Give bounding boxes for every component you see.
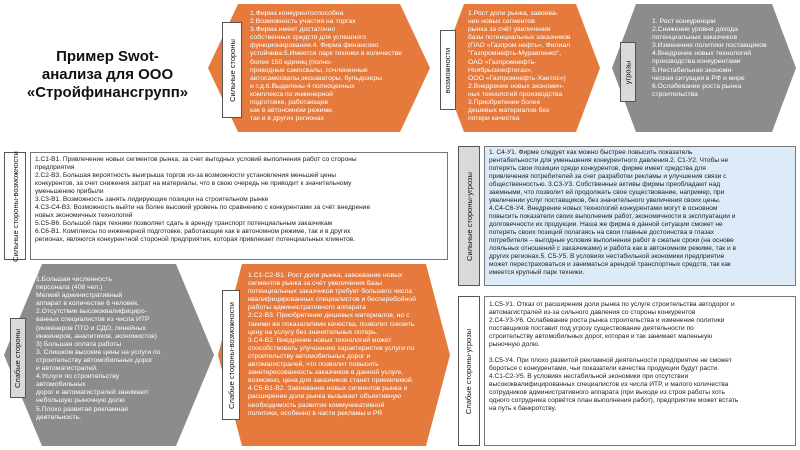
weaknesses-hexagon — [4, 264, 214, 446]
weaknesses-label: Слабые стороны — [10, 318, 26, 398]
threats-label: угрозы — [620, 42, 636, 102]
wo-label: Слабые стороны-возможности — [222, 290, 240, 420]
wo-hexagon — [218, 264, 450, 446]
so-label: Сильные стороны-возможности — [4, 152, 26, 260]
st-box: 1. С4-У1. Фирме следует как можно быстрее повысить показатель рентабельности для уменьшения конкурентного давления.2. С1-У2. Чтобы не потерять свои позиции среди конкурентов, фирме имеет средства для привлечения потребителей за счет разработки рекламы и улучшения связи с общественностью. 3.С3-У3. Собственные активы фирмы преобладают над заемными, что позволит ей продолжать свое существование, например, при увеличении услуг поставщиков, без значительного увеличения своих цены. 4.С4-С6-У4. Внедрение новых технологий конкурентами могут в основном повысить показатели своих выполнения работ, экономичности в эксплуатации и долговечности их продукции. Наша же фирма в данной ситуации сможет не потерять своих позиций полагаясь на свои главные достоинства в глазах потребителя – выгодные условия выполнения работ в сжатые сроки (на основе лояльных отношений с заказчиками) и работа как в автономном режиме, так и в других регионах.5. С5-У5. В условиях нестабильной экономики предприятие может перестраховаться и заниматься арендой транспортных средств, так как имеется крупный парк техники. — [484, 146, 796, 286]
opportunities-label: возможности — [440, 30, 456, 110]
threats-hexagon — [612, 4, 796, 132]
wt-box: 1.С5-У1. Отказ от расширения доли рынка по услуге строительства автодорог и автомагистралей из-за сильного давления со стороны конкурентов 2.С4-У3-У6. Ослабевание роста рынка строительства и изменение политики поставщиков поставит под угрозу существование деятельности по строительству автомобильных дорог, которая и так занимает маленькую рыночную долю. 3.С5-У4. При плохо развитой рекламной деятельности предприятие не сможет бороться с конкурентами, чьи показатели качества продукции будут расти. 4.С1-С2-У5. В условиях нестабильной экономики при отсутствии высококвалифицированных специалистов из числа ИТР, и малого количества сотрудников административного аппарата (при выходе из строя работы хоть одного сотрудника сорвётся план выполнения работ), предприятие может встать на путь к банкротству. — [484, 296, 796, 446]
wo-list: 1.С1-С2-В1. Рост доли рынка, завоевание новых сегментов рынка за счёт увеличения базы потенциальных заказчиков требует большего числа квалифицированных специалистов и бесперебойной работы административного аппарата 2.С2-В3. Приобретение дешевых материалов, но с такими же показателями качества, позволит снизить цену на услугу без значительных потерь. 3.С4-В2. Внедрение новых технологий может способствовать улучшению характеристик услуги по строительству автомобильных дорог и автомагистралей, что позволит повысить заинтересованность заказчиков в данной услуге, возможно, цена для заказчиков станет приемлемой. 4.С5-В1-В2. Завоевание новых сегментов рынка и расширение доли рынка вызывает объективную необходимость развития коммуникативной политики, особенно в части рекламы и PR — [248, 272, 416, 417]
weaknesses-list: 1.Большая численность персонала (408 чел.) Мелкий административный аппарат в количестве 6 человек. 2.Отсутствие высококвалифициро- ванных специалистов из числа ИТР (инженеров ПТО и СДО, линейных инженеров, аналитиков, экономистов) 3) Большая оплата работы 3. Слишком высокие цены на услуги по строительству автомобильных дорог и автомагистралей. 4.Услуги по строительству автомобильных дорог и автомагистралей занимают небольшую рыночную долю 5.Плохо развитая рекламная деятельность. — [36, 276, 161, 421]
st-label: Сильные стороны-угрозы — [458, 146, 480, 286]
opportunities-list: 1.Рост доли рынка, завоева- ние новых сегментов рынка за счёт увеличения базы потенциальных заказчиков (ПАО «Газпром нефть», Филиал "Газпромнефть-Муравленко", ОАО «Газпромнефть- Ноябрьскнефтегаз», ООО «Газпромнефть-Хантос») 2.Внедрение новых экономич- ных технологий производства 3.Приобретение более дешевых материалов без потери качества — [468, 10, 571, 123]
wt-label: Слабые стороны-угрозы — [458, 296, 480, 446]
so-box: 1.С1-В1. Привлечение новых сегментов рынка, за счет выгодных условий выполнения работ со стороны предприятия 2.С2-В3. Большая вероятность выигрыша торгов из-за возможности установления меньшей цены конкурентов, за счет снижения затрат на материалы, что в свою очередь не приводит к значительному уменьшению прибыли 3.С3-В1. Возможность занять лидирующие позиции на строительном рынке 4.С3-С4-В3. Возможность выйти на более высокий уровень по сравнению с конкурентами за счёт внедрение новых экономичных технологий 5.С5-В6. Большой парк техники позволяет сдать в аренду транспорт потенциальным заказчикам 6.С6-В1. Комплексы по инженерной подготовке, работающие как в автономном режиме, так и в других регионах, являются конкурентной стороной предприятия, которая привлекает потенциальных клиентов. — [30, 152, 448, 260]
threats-list: 1. Рост конкуренции 2.Снижение уровня дохода потенциальных заказчиков 3.Изменение политики поставщиков 4.Внедрение новых технологий производства конкурентами 5.Нестабильная экономи- ческая ситуация в РФ и мире 6.Ослабевание роста рынка строительства — [652, 18, 767, 98]
strengths-list: 1.Фирма конкурентоспособна 2.Возможность участия на торгах 3.Фирма имеет достаточно собственных средств для успешного функционирования.4. Фирма финансово устойчива.5.Имеется парк техники в количестве более 150 единиц (полно- приводные самосвалы, сочлененные автосамосвалы,экскаваторы, бульдозеры и т.д.6.Выделены 4 полноценных комплекса по инженерной подготовке, работающие как в автономном режиме, так и в других регионах — [250, 10, 402, 123]
opportunities-hexagon — [440, 4, 600, 132]
page-title: Пример Swot- анализа для ООО «Стройфинансгрупп» — [26, 48, 189, 101]
strengths-label: Сильные стороны — [222, 22, 242, 118]
